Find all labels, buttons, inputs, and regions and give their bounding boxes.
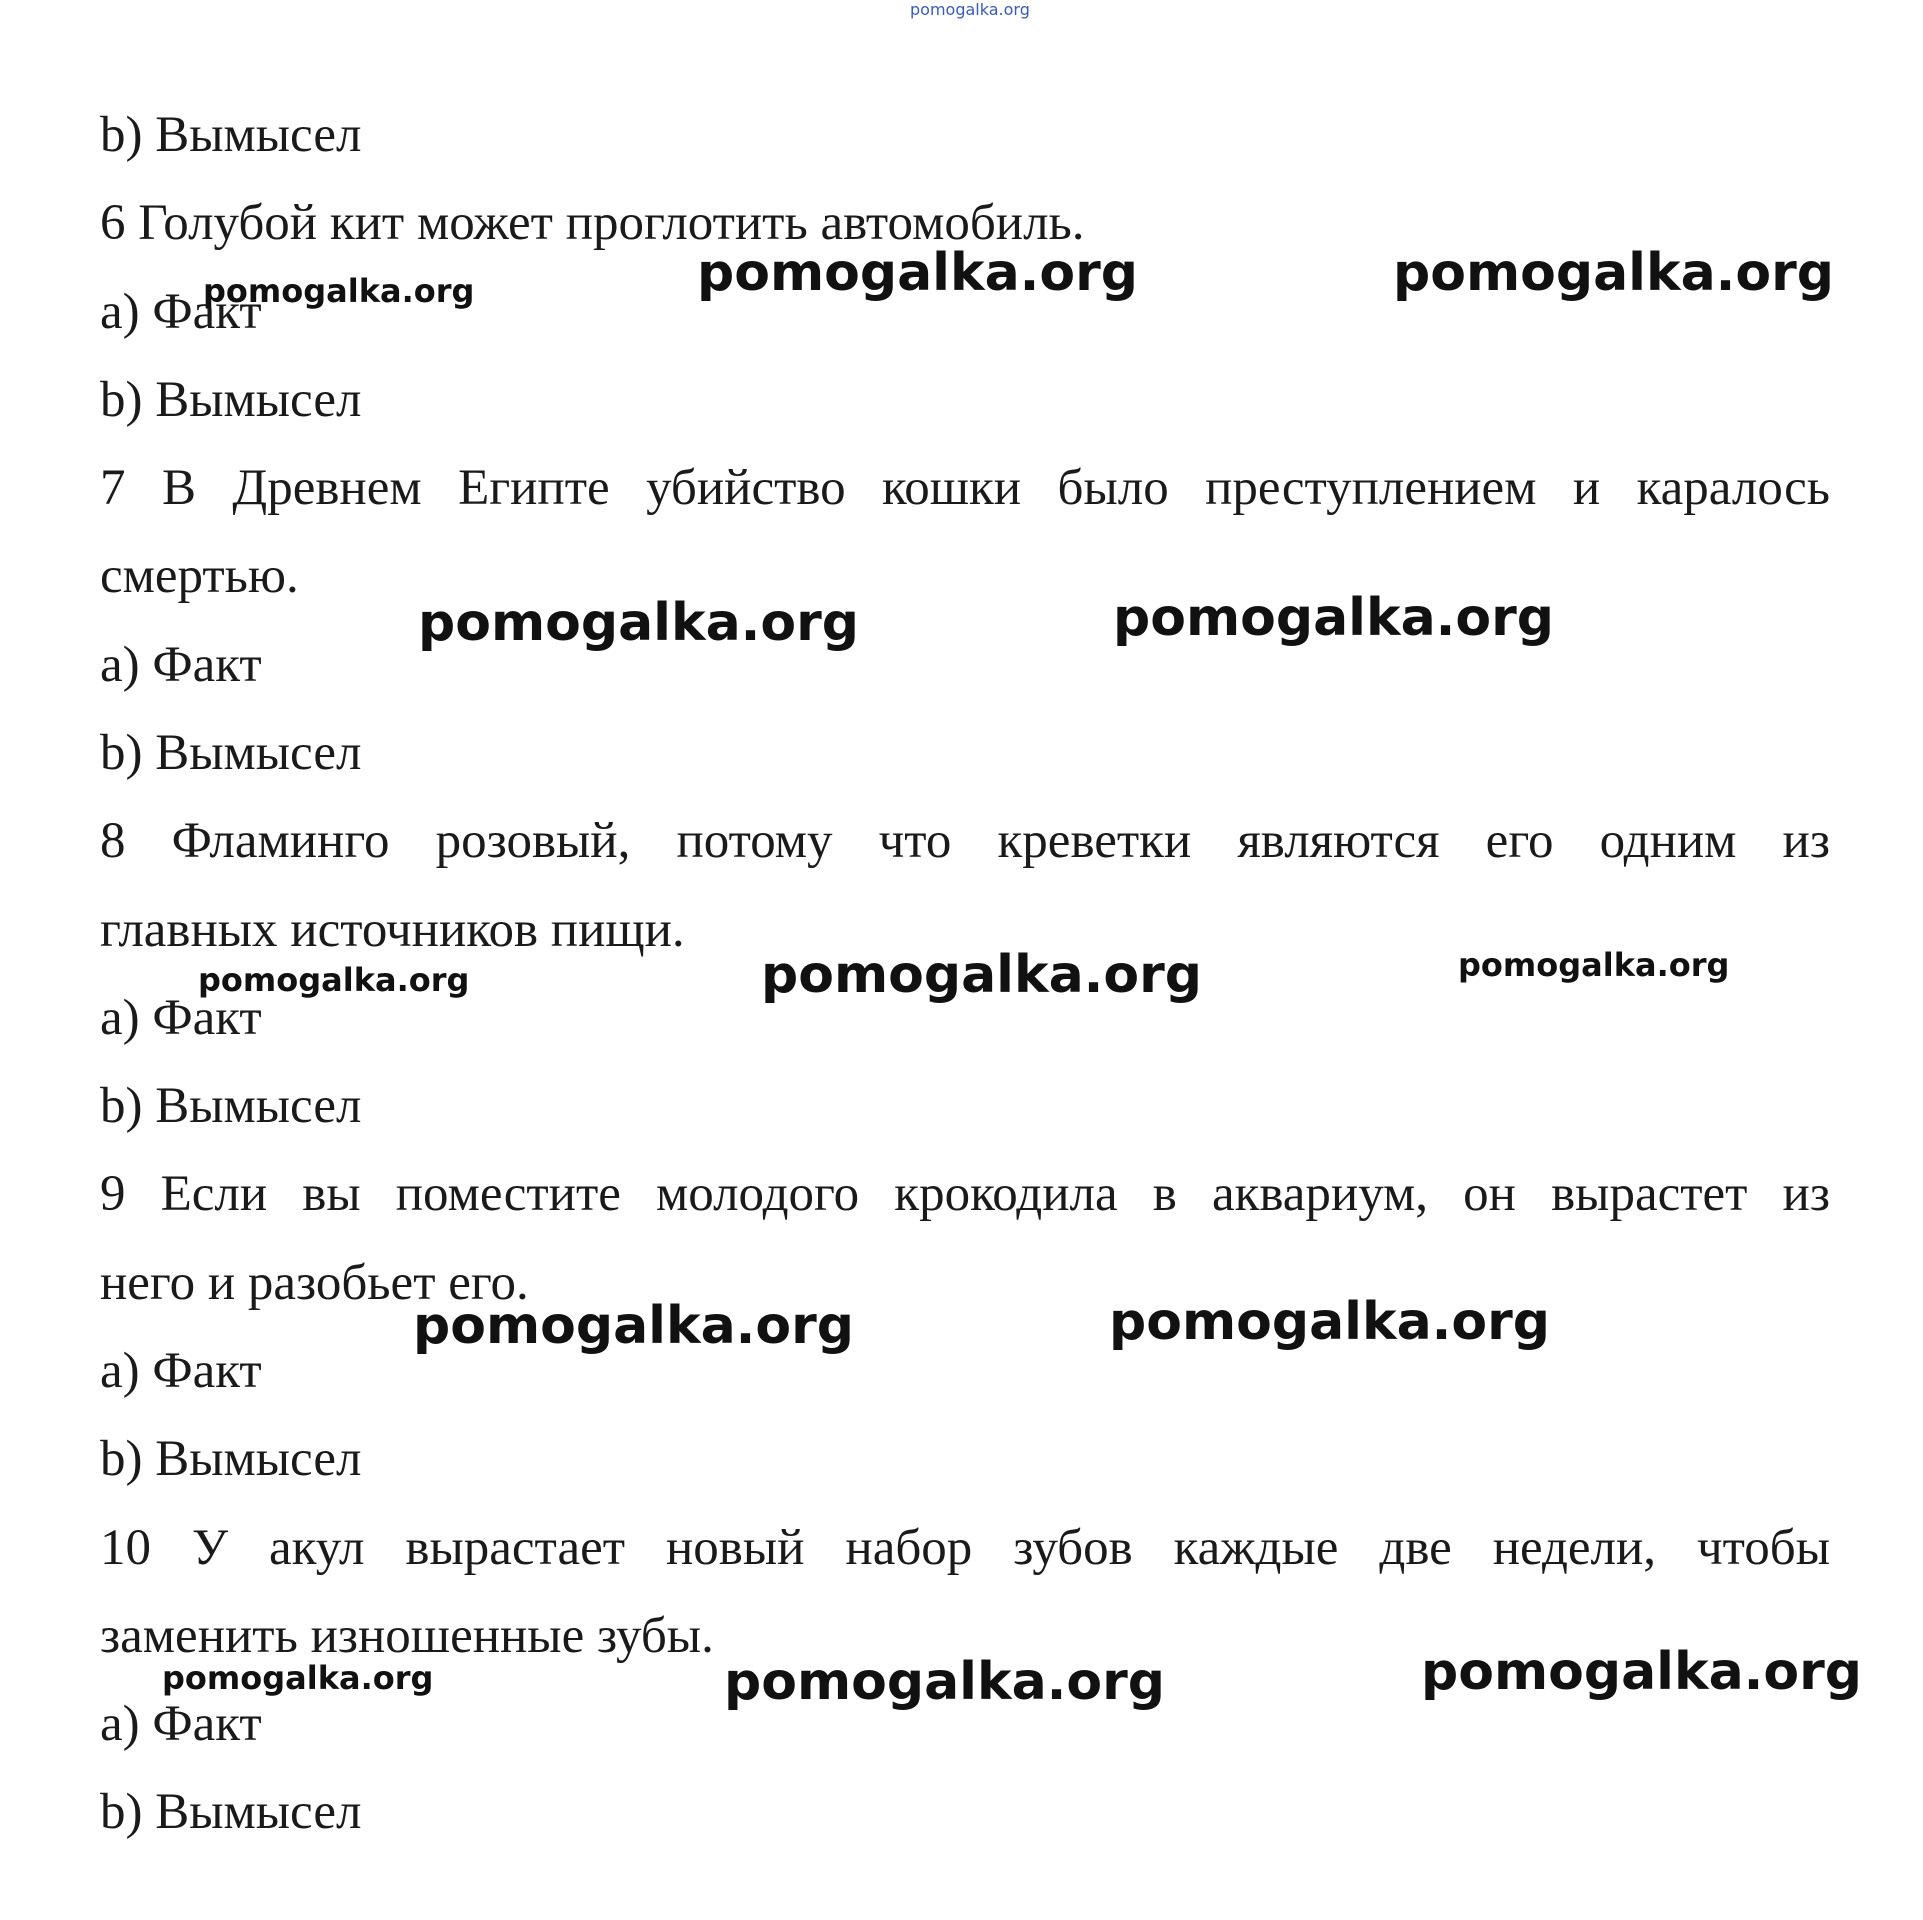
header-link[interactable]: pomogalka.org: [910, 0, 1030, 19]
watermark: pomogalka.org: [1421, 1642, 1863, 1702]
answer-b-7: b) Вымысел: [100, 725, 362, 781]
question-7-line-2: смертью.: [100, 548, 299, 604]
watermark: pomogalka.org: [418, 593, 860, 653]
answer-b-10: b) Вымысел: [100, 1784, 362, 1840]
watermark: pomogalka.org: [761, 945, 1203, 1005]
watermark: pomogalka.org: [1458, 946, 1730, 984]
question-6: 6 Голубой кит может проглотить автомобиль.: [100, 195, 1085, 251]
answer-b-9: b) Вымысел: [100, 1431, 362, 1487]
question-9-line-1: 9 Если вы поместите молодого крокодила в аквариум, он вырастет из: [100, 1166, 1830, 1222]
answer-b-6: b) Вымысел: [100, 372, 362, 428]
answer-a-8: a) Факт: [100, 990, 262, 1046]
question-9-line-2: него и разобьет его.: [100, 1255, 529, 1311]
watermark: pomogalka.org: [1393, 243, 1835, 303]
watermark: pomogalka.org: [162, 1659, 434, 1697]
answer-a-10: a) Факт: [100, 1696, 262, 1752]
answer-b-8: b) Вымысел: [100, 1078, 362, 1134]
question-7-line-1: 7 В Древнем Египте убийство кошки было преступлением и каралось: [100, 460, 1830, 516]
question-8-line-1: 8 Фламинго розовый, потому что креветки являются его одним из: [100, 813, 1830, 869]
question-10-line-2: заменить изношенные зубы.: [100, 1608, 714, 1664]
watermark: pomogalka.org: [203, 272, 475, 310]
answer-a-6: a) Факт: [100, 284, 262, 340]
question-8-line-2: главных источников пищи.: [100, 902, 685, 958]
watermark: pomogalka.org: [724, 1652, 1166, 1712]
watermark: pomogalka.org: [198, 961, 470, 999]
question-10-line-1: 10 У акул вырастает новый набор зубов каждые две недели, чтобы: [100, 1520, 1830, 1576]
watermark: pomogalka.org: [1113, 588, 1555, 648]
answer-a-7: a) Факт: [100, 637, 262, 693]
answer-b-5: b) Вымысел: [100, 107, 362, 163]
watermark: pomogalka.org: [1109, 1292, 1551, 1352]
watermark: pomogalka.org: [697, 243, 1139, 303]
watermark: pomogalka.org: [413, 1296, 855, 1356]
answer-a-9: a) Факт: [100, 1343, 262, 1399]
